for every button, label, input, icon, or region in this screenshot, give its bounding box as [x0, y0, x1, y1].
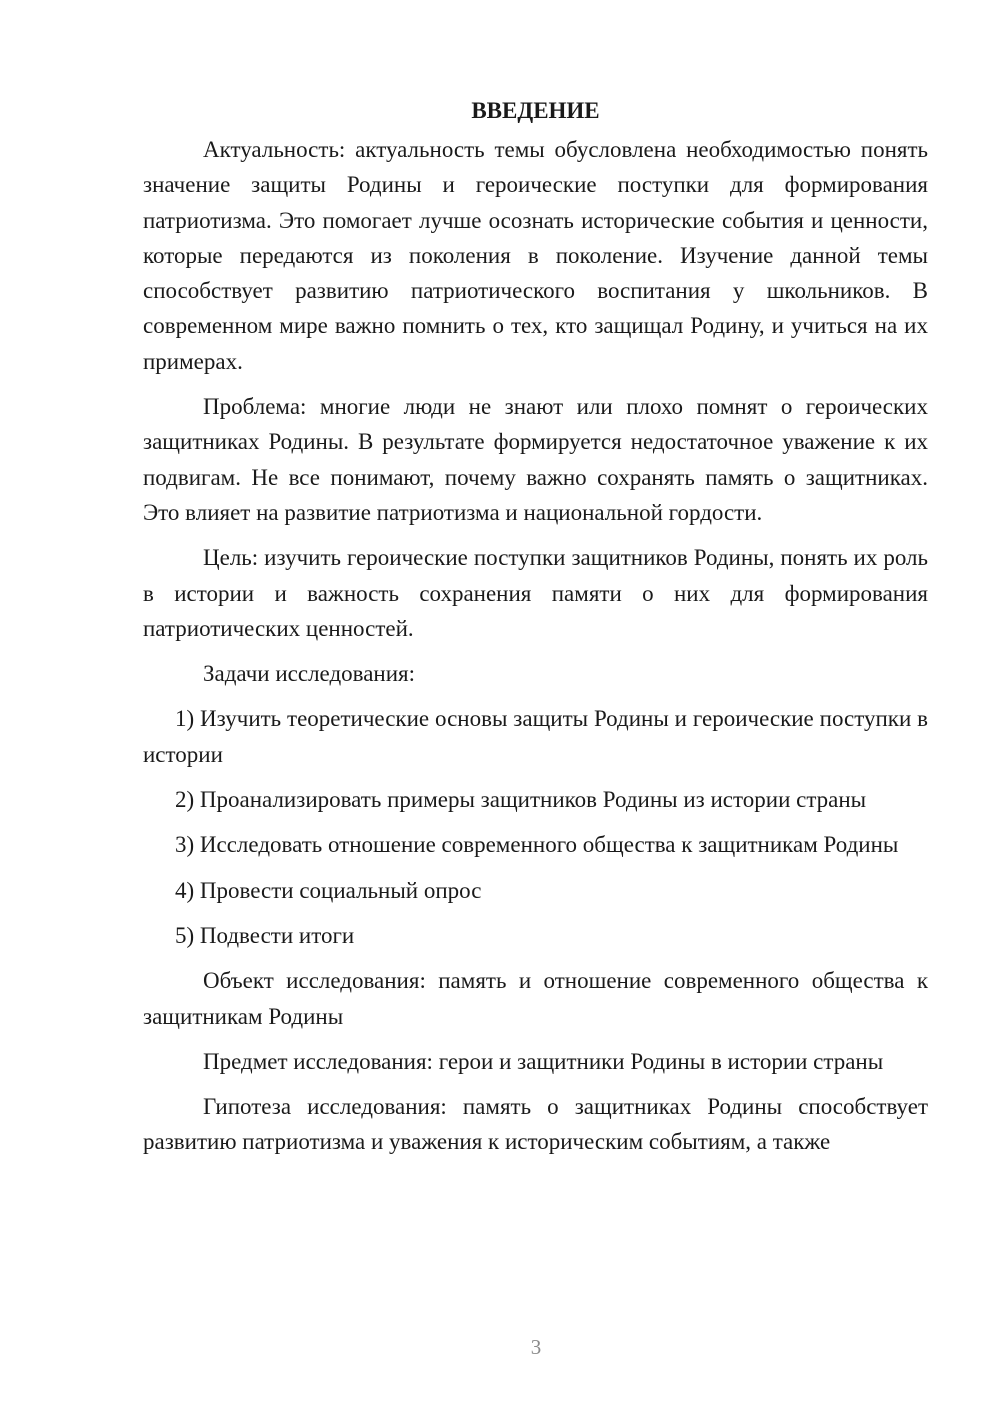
paragraph-object: Объект исследования: память и отношение современного общества к защитникам Родины — [143, 968, 928, 1029]
paragraph-goal: Цель: изучить героические поступки защитников Родины, понять их роль в истории и важность сохранения памяти о них для формирования патриотических ценностей. — [143, 545, 928, 641]
task-item-5: 5) Подвести итоги — [175, 922, 355, 948]
paragraph-hypothesis: Гипотеза исследования: память о защитниках Родины способствует развитию патриотизма и уважения к историческим событиям, а также — [143, 1094, 928, 1155]
paragraph-relevance: Актуальность: актуальность темы обусловлена необходимостью понять значение защиты Родины и героические поступки для формирования патриотизма. Это помогает лучше осознать исторические события и ценности, которые передаются из поколения в поколение. Изучение данной темы способствует развитию патриотического воспитания у школьников. В современном мире важно помнить о тех, кто защищал Родину, и учиться на их примерах. — [143, 137, 928, 374]
task-item-3: 3) Исследовать отношение современного общества к защитникам Родины — [175, 832, 899, 858]
page-number: 3 — [530, 1335, 542, 1359]
task-item-1: 1) Изучить теоретические основы защиты Родины и героические поступки в истории — [143, 706, 928, 767]
section-heading: ВВЕДЕНИЕ — [471, 98, 600, 123]
task-item-4: 4) Провести социальный опрос — [175, 877, 482, 903]
paragraph-tasks-heading: Задачи исследования: — [203, 661, 416, 687]
paragraph-problem: Проблема: многие люди не знают или плохо помнят о героических защитниках Родины. В результате формируется недостаточное уважение к их подвигам. Не все понимают, почему важно сохранять память о защитниках. Это влияет на развитие патриотизма и национальной гордости. — [143, 394, 928, 525]
paragraph-subject: Предмет исследования: герои и защитники Родины в истории страны — [203, 1048, 884, 1074]
page-content — [143, 94, 928, 1160]
task-item-2: 2) Проанализировать примеры защитников Родины из истории страны — [175, 787, 867, 813]
